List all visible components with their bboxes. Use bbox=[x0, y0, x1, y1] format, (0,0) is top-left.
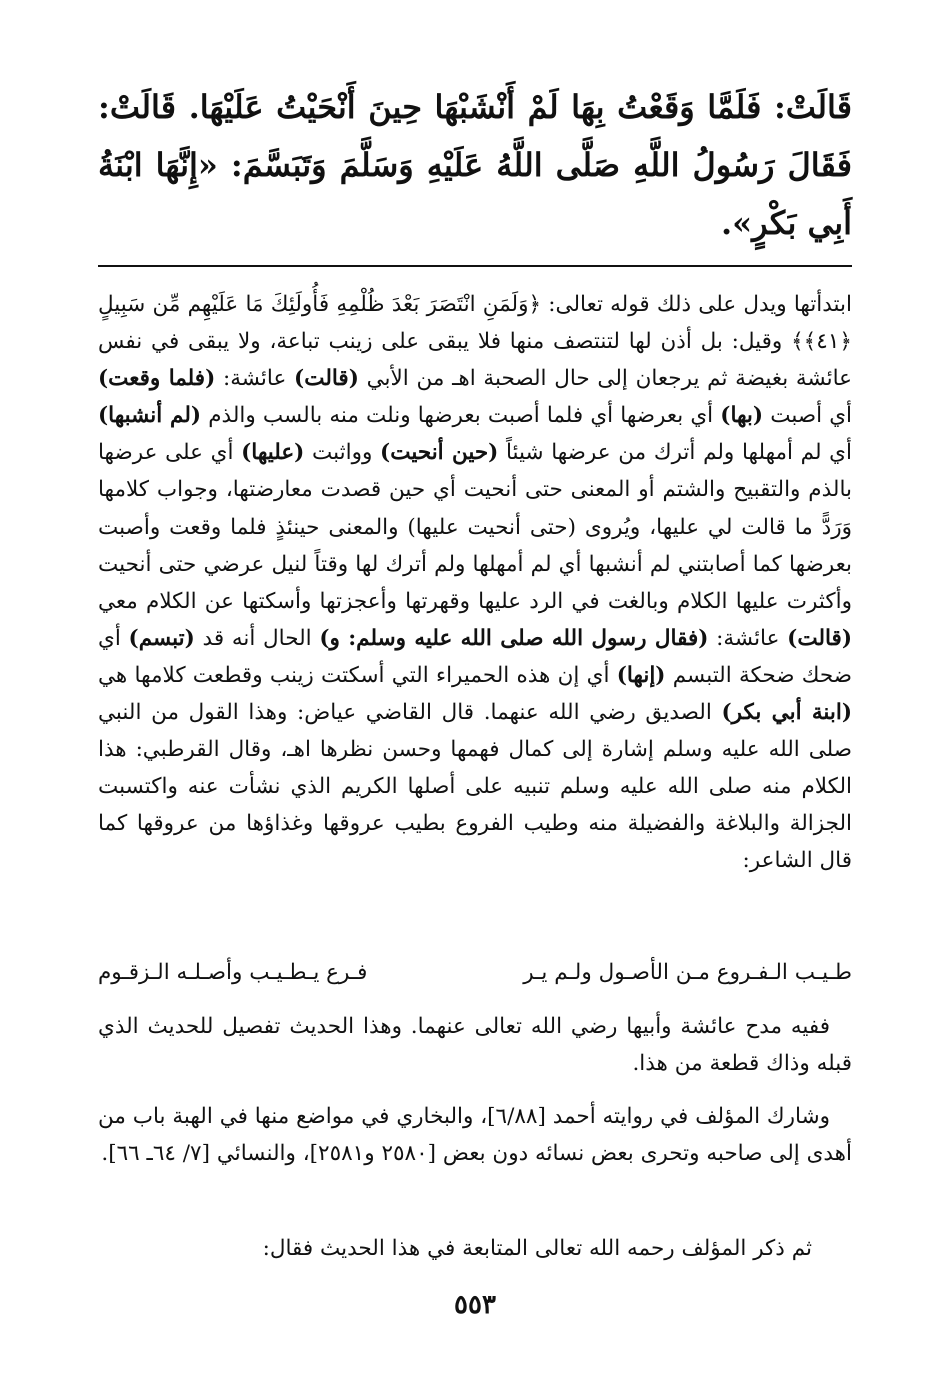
followup-paragraph bbox=[98, 1230, 852, 1267]
conclusion-paragraph bbox=[98, 1008, 852, 1082]
commentary-text: أي بعرضها أي فلما أصبت بعرضها ونلت منه بالسب والذم bbox=[201, 403, 721, 429]
commentary-text: وقيل: بل أذن لها لتنتصف منها فلا يبقى على زينب تباعة، ولا يبقى في نفس عائشة بغيضة ثم يرجعان إلى حال الصحبة اهـ من الأبي bbox=[98, 329, 852, 392]
commentary-text: الحال أنه قد bbox=[194, 625, 320, 651]
hadith-quote: (لم أنشبها) bbox=[98, 403, 202, 429]
hadith-quote: (قالت) bbox=[294, 366, 359, 392]
commentary-text: الصديق رضي الله عنهما. قال القاضي عياض: وهذا القول من النبي صلى الله عليه وسلم إشارة إلى كمال فهمها وحسن نظرها اهـ، وقال القرطبي: هذا الكلام منه صلى الله عليه وسلم تنبيه على أصلها الكريم الذي نشأت عنه واكتسبت الجزالة والبلاغة والفضيلة منه وطيب الفروع بطيب عروقها وغذاؤها من عروقها كما قال الشاعر: bbox=[98, 700, 852, 874]
followup-text: ثم ذكر المؤلف رحمه الله تعالى المتابعة في هذا الحديث فقال: bbox=[262, 1236, 812, 1261]
commentary-text: أي إن هذه الحميراء التي أسكتت زينب وقطعت كلامها هي bbox=[98, 662, 617, 688]
footnote-divider bbox=[98, 265, 852, 267]
hadith-quote: (عليها) bbox=[241, 440, 305, 466]
commentary-paragraph bbox=[98, 286, 852, 880]
hadith-quote: (قالت) bbox=[787, 625, 852, 651]
commentary-text: ابتدأتها ويدل على ذلك قوله تعالى: bbox=[541, 292, 853, 317]
hadith-text: قَالَتْ: فَلَمَّا وَقَعْتُ بِهَا لَمْ أَنْشَبْهَا حِينَ أَنْحَيْتُ عَلَيْهَا. قَالَتْ: فَقَالَ رَسُولُ اللَّهِ صَلَّى اللَّهُ عَلَيْهِ وَسَلَّمَ وَتَبَسَّمَ: «إِنَّهَا ابْنَةُ أَبِي بَكْرٍ». bbox=[98, 88, 852, 242]
commentary-text: أي لم أمهلها ولم أترك من عرضها شيئاً bbox=[498, 440, 852, 466]
takhrij-paragraph bbox=[98, 1098, 852, 1172]
poem-second-hemistich: فـرع يـطـيـب وأصـلـه الـزقـوم bbox=[98, 960, 368, 985]
page-number: ٥٥٣ bbox=[454, 1290, 496, 1320]
quran-verse: ﴿وَلَمَنِ انْتَصَرَ بَعْدَ ظُلْمِهِ فَأُولَئِكَ مَا عَلَيْهِم مِّن سَبِيلٍ ﴿٤١﴾﴾ bbox=[98, 292, 852, 355]
hadith-quote: (فقال رسول الله صلى الله عليه وسلم: و) bbox=[319, 625, 709, 651]
commentary-text: عائشة: bbox=[215, 366, 295, 392]
conclusion-text: ففيه مدح عائشة وأبيها رضي الله تعالى عنهما. وهذا الحديث تفصيل للحديث الذي قبله وذاك قطعة من هذا. bbox=[98, 1014, 852, 1077]
commentary-text: عائشة: bbox=[708, 625, 788, 651]
commentary-text: وواثبت bbox=[304, 440, 381, 466]
hadith-quote: (بها) bbox=[720, 403, 764, 429]
poetry-verse bbox=[98, 960, 852, 1000]
hadith-quote: (حين أنحيت) bbox=[380, 440, 499, 466]
commentary-text: أي أصبت bbox=[763, 403, 852, 429]
commentary-text: أي على عرضها بالذم والتقبيح والشتم أو المعنى حتى أنحيت أي حين قصدت معارضتها، وجواب كلامها وَرَدًّ ما قالت لي عليها، ويُروى (حتى أنحيت عليها) والمعنى حينئذٍ فلما وقعت وأصبت بعرضها كما أصابتني لم أنشبها أي لم أمهلها ولم أترك لها وقتاً لنيل عرضي حتى أنحيت وأكثرت عليها الكلام وبالغت في الرد عليها وقهرتها وأعجزتها وأسكتها عن الكلام معي bbox=[98, 440, 852, 614]
hadith-quote: (تبسم) bbox=[128, 625, 195, 651]
commentary-text: أي ضحك ضحكة التبسم bbox=[98, 625, 853, 688]
hadith-quote: (إنها) bbox=[616, 662, 666, 688]
commentary-block bbox=[98, 286, 852, 880]
poem-first-hemistich: طـيـب الـفـروع مـن الأصـول ولـم يـر bbox=[523, 960, 852, 985]
hadith-quote: (فلما وقعت) bbox=[98, 366, 216, 392]
takhrij-text: وشارك المؤلف في روايته أحمد [٦/٨٨]، والبخاري في مواضع منها في الهبة باب من أهدى إلى صاحبه وتحرى بعض نسائه دون بعض [٢٥٨٠ و٢٥٨١]، والنسائي [٧/ ٦٤ـ ٦٦]. bbox=[98, 1104, 852, 1167]
hadith-quote: (ابنة أبي بكر) bbox=[721, 700, 853, 726]
